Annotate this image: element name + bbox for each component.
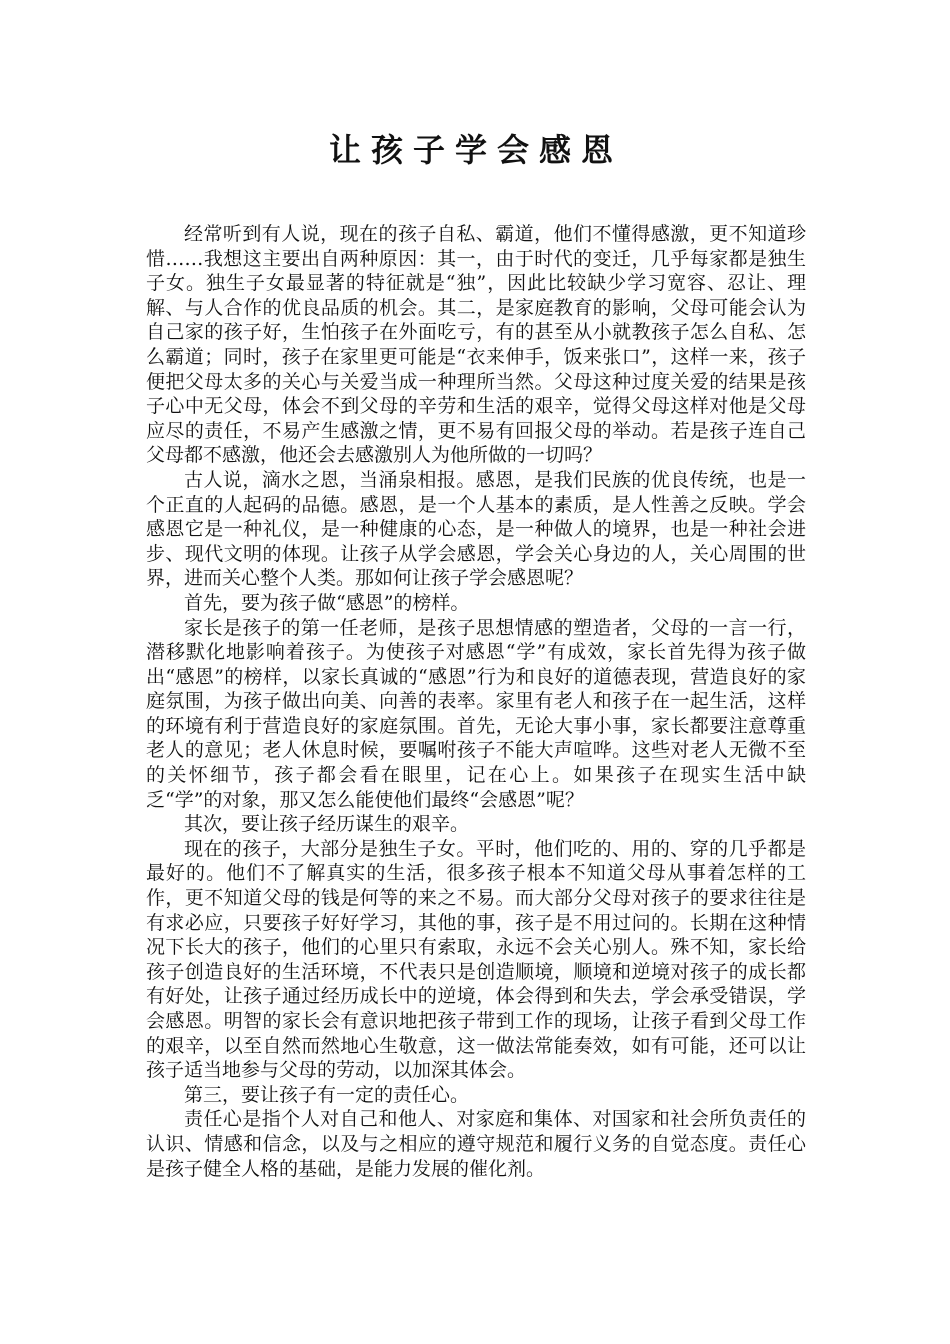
paragraph: 家长是孩子的第一任老师，是孩子思想情感的塑造者，父母的一言一行，潜移默化地影响着孩子。为使孩子对感恩“学”有成效，家长首先得为孩子做出“感恩”的榜样，以家长真诚的“感恩”行为和良好的道德表现，营造良好的家庭氛围，为孩子做出向美、向善的表率。家里有老人和孩子在一起生活，这样的环境有利于营造良好的家庭氛围。首先，无论大事小事，家长都要注意尊重老人的意见；老人休息时候，要嘱咐孩子不能大声喧哗。这些对老人无微不至的关怀细节，孩子都会看在眼里，记在心上。如果孩子在现实生活中缺乏“学”的对象，那又怎么能使他们最终“会感恩”呢？ (146, 616, 806, 811)
section-heading: 第三，要让孩子有一定的责任心。 (184, 1083, 470, 1106)
paragraph: 现在的孩子，大部分是独生子女。平时，他们吃的、用的、穿的几乎都是最好的。他们不了解真实的生活，很多孩子根本不知道父母从事着怎样的工作，更不知道父母的钱是何等的来之不易。而大部分父母对孩子的要求往往是有求必应，只要孩子好好学习，其他的事，孩子是不用过问的。长期在这种情况下长大的孩子，他们的心里只有索取，永远不会关心别人。殊不知，家长给孩子创造良好的生活环境，不代表只是创造顺境，顺境和逆境对孩子的成长都有好处，让孩子通过经历成长中的逆境，体会得到和失去，学会承受错误，学会感恩。明智的家长会有意识地把孩子带到工作的现场，让孩子看到父母工作的艰辛，以至自然而然地心生敬意，这一做法常能奏效，如有可能，还可以让孩子适当地参与父母的劳动，以加深其体会。 (146, 837, 806, 1082)
section-heading: 首先，要为孩子做“感恩”的榜样。 (184, 591, 470, 614)
document-title: 让孩子学会感恩 (328, 131, 623, 169)
paragraph: 经常听到有人说，现在的孩子自私、霸道，他们不懂得感激，更不知道珍惜……我想这主要出自两种原因：其一，由于时代的变迁，几乎每家都是独生子女。独生子女最显著的特征就是“独”，因此比较缺少学习宽容、忍让、理解、与人合作的优良品质的机会。其二，是家庭教育的影响，父母可能会认为自己家的孩子好，生怕孩子在外面吃亏，有的甚至从小就教孩子怎么自私、怎么霸道；同时，孩子在家里更可能是“衣来伸手，饭来张口”，这样一来，孩子便把父母太多的关心与关爱当成一种理所当然。父母这种过度关爱的结果是孩子心中无父母，体会不到父母的辛劳和生活的艰辛，觉得父母这样对他是父母应尽的责任，不易产生感激之情，更不易有回报父母的举动。若是孩子连自己父母都不感激，他还会去感激别人为他所做的一切吗？ (146, 223, 806, 467)
paragraph: 责任心是指个人对自己和他人、对家庭和集体、对国家和社会所负责任的认识、情感和信念，以及与之相应的遵守规范和履行义务的自觉态度。责任心是孩子健全人格的基础，是能力发展的催化剂。 (146, 1108, 806, 1180)
document-body (146, 222, 806, 1181)
section-heading: 其次，要让孩子经历谋生的艰辛。 (184, 813, 470, 836)
paragraph: 古人说，滴水之恩，当涌泉相报。感恩，是我们民族的优良传统，也是一个正直的人起码的品德。感恩，是一个人基本的素质，是人性善之反映。学会感恩它是一种礼仪，是一种健康的心态，是一种做人的境界，也是一种社会进步、现代文明的体现。让孩子从学会感恩，学会关心身边的人，关心周围的世界，进而关心整个人类。那如何让孩子学会感恩呢？ (146, 468, 806, 590)
